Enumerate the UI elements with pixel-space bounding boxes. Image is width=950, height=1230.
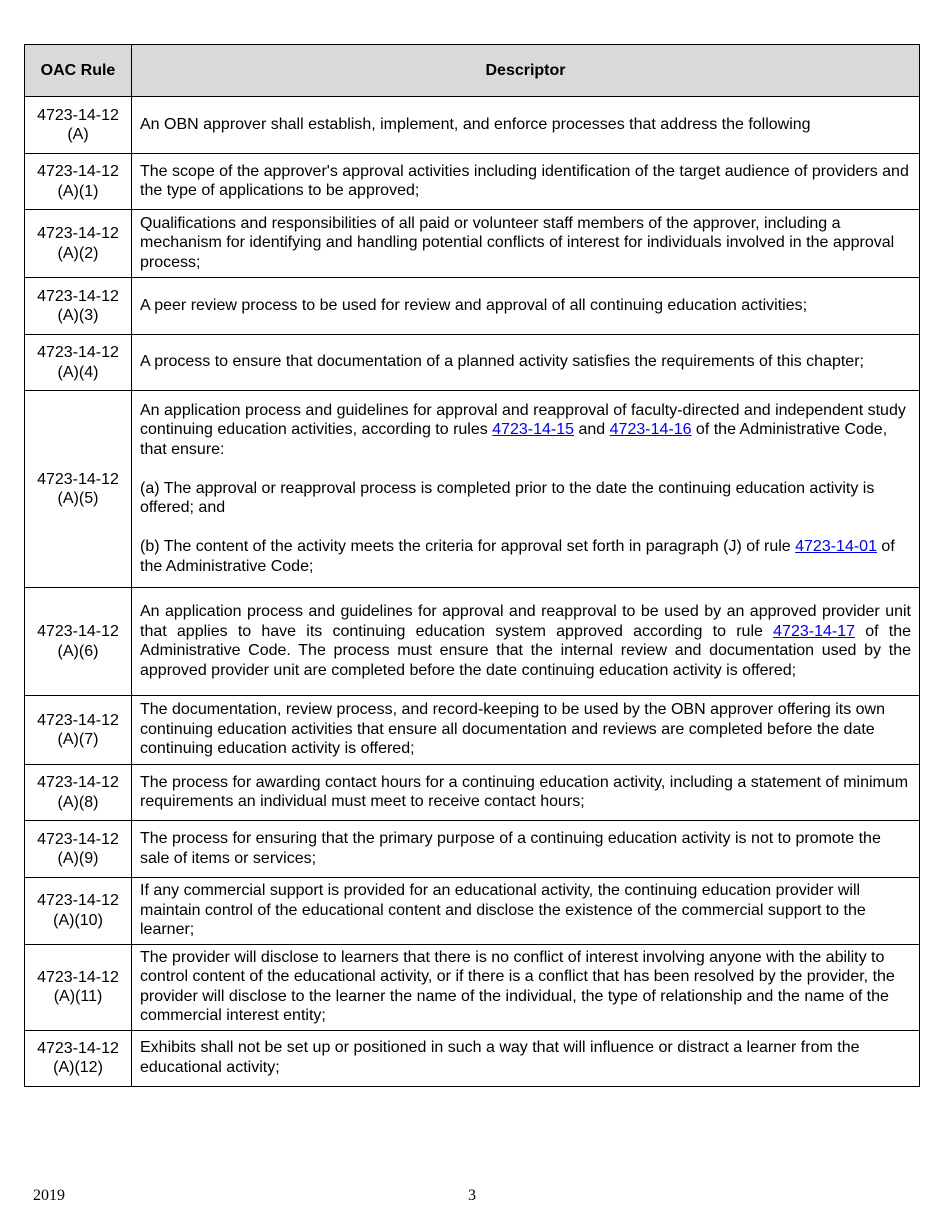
descriptor-text: The documentation, review process, and record-keeping to be used by the OBN approver offering its own continuing education activities that ensure all documentation and reviews are completed before the date continuing education activity is offered; — [140, 701, 886, 758]
page-number: 3 — [468, 1187, 476, 1204]
descriptor-cell — [132, 1030, 920, 1086]
rule-cell — [25, 696, 132, 765]
descriptor-text: The provider will disclose to learners that there is no conflict of interest involving anyone with the ability to control content of the educational activity, or if there is a conflict that has been resolved by the provider, the provider will disclose to the learner the name of the individual, the type of relationship and the name of the commercial interest entity; — [140, 948, 895, 1024]
descriptor-cell — [132, 878, 920, 945]
rule-cell — [25, 878, 132, 945]
descriptor-text: If any commercial support is provided for an educational activity, the continuing education provider will maintain control of the educational content and disclose the existence of the commercial support to the learner; — [140, 882, 866, 938]
rule-paragraph: (A)(9) — [57, 850, 99, 867]
table-row — [25, 335, 920, 391]
rule-cell — [25, 97, 132, 154]
descriptor-text: An OBN approver shall establish, implement, and enforce processes that address the following — [140, 115, 811, 133]
rule-number: 4723-14-12 — [37, 470, 119, 488]
rule-number: 4723-14-12 — [37, 225, 119, 242]
descriptor-text: The scope of the approver's approval activities including identification of the target audience of providers and the type of applications to be approved; — [140, 162, 909, 199]
descriptor-text: The process for awarding contact hours for a continuing education activity, including a statement of minimum requirements an individual must meet to receive contact hours; — [140, 773, 909, 810]
descriptor-paragraph — [140, 602, 911, 680]
table-row — [25, 278, 920, 335]
table-row — [25, 210, 920, 278]
rule-paragraph: (A)(4) — [57, 363, 99, 381]
rule-number: 4723-14-12 — [37, 163, 119, 180]
rule-link-4723-14-17[interactable]: 4723-14-17 — [773, 622, 855, 640]
table-row — [25, 154, 920, 210]
rule-number: 4723-14-12 — [37, 106, 119, 124]
table-row — [25, 1030, 920, 1086]
descriptor-cell — [132, 335, 920, 391]
descriptor-text: Qualifications and responsibilities of all paid or volunteer staff members of the approver, including a mechanism for identifying and handling potential conflicts of interest for individuals involved in the approval process; — [140, 214, 895, 271]
descriptor-cell — [132, 944, 920, 1030]
descriptor-text: The process for ensuring that the primary purpose of a continuing education activity is not to promote the sale of items or services; — [140, 830, 881, 867]
descriptor-cell — [132, 154, 920, 210]
table-row — [25, 944, 920, 1030]
rule-paragraph: (A)(8) — [57, 793, 99, 811]
rule-paragraph: (A)(6) — [57, 642, 99, 660]
descriptor-text: of the Administrative Code; — [140, 538, 895, 575]
rule-number: 4723-14-12 — [37, 1039, 119, 1057]
descriptor-text: (b) The content of the activity meets the criteria for approval set forth in paragraph (J) of rule — [140, 538, 796, 556]
rule-cell — [25, 944, 132, 1030]
rule-cell — [25, 1030, 132, 1086]
rule-paragraph: (A)(3) — [57, 307, 99, 324]
descriptor-text: of the Administrative Code, that ensure: — [140, 421, 888, 458]
rule-link-4723-14-01[interactable]: 4723-14-01 — [795, 538, 877, 556]
table-header-row — [25, 45, 920, 97]
descriptor-cell — [132, 278, 920, 335]
rule-cell — [25, 391, 132, 588]
table-row — [25, 391, 920, 588]
rule-cell — [25, 210, 132, 278]
descriptor-cell — [132, 821, 920, 878]
rule-paragraph: (A) — [67, 126, 89, 143]
descriptor-text: of the Administrative Code. The process must ensure that the internal review and documentation used by the approved provider unit are completed before the date continuing education activity is offered; — [140, 622, 911, 679]
rule-cell — [25, 278, 132, 335]
descriptor-paragraph — [140, 401, 911, 460]
table-row — [25, 696, 920, 765]
rule-number: 4723-14-12 — [37, 968, 119, 986]
descriptor-paragraph: (a) The approval or reapproval process is completed prior to the date the continuing education activity is offered; and — [140, 479, 875, 517]
table-row — [25, 821, 920, 878]
table-row — [25, 765, 920, 821]
rule-cell — [25, 765, 132, 821]
rule-number: 4723-14-12 — [37, 711, 119, 729]
rule-cell — [25, 335, 132, 391]
rule-link-4723-14-16[interactable]: 4723-14-16 — [609, 421, 692, 439]
rule-number: 4723-14-12 — [37, 344, 119, 361]
rule-number: 4723-14-12 — [37, 774, 119, 791]
descriptor-text: Exhibits shall not be set up or positioned in such a way that will influence or distract a learner from the educational activity; — [140, 1039, 860, 1076]
rule-paragraph: (A)(1) — [57, 182, 99, 200]
descriptor-cell — [132, 391, 920, 588]
rule-cell — [25, 821, 132, 878]
rule-number: 4723-14-12 — [37, 623, 119, 640]
header-oac-rule: OAC Rule — [25, 45, 132, 97]
footer-year: 2019 — [33, 1187, 65, 1204]
descriptor-text: An application process and guidelines for approval and reapproval of faculty-directed and independent study continuing education activities, according to rules — [140, 401, 906, 439]
descriptor-cell — [132, 696, 920, 765]
header-descriptor: Descriptor — [132, 45, 920, 97]
rule-paragraph: (A)(10) — [53, 911, 103, 929]
rule-cell — [25, 154, 132, 210]
rule-paragraph: (A)(2) — [57, 244, 99, 262]
descriptor-text: A process to ensure that documentation of a planned activity satisfies the requirements of this chapter; — [140, 353, 864, 371]
rule-paragraph: (A)(5) — [57, 490, 99, 507]
descriptor-cell — [132, 588, 920, 696]
descriptor-cell — [132, 765, 920, 821]
rule-link-4723-14-15[interactable]: 4723-14-15 — [492, 421, 575, 439]
oac-rules-table — [24, 44, 920, 1087]
rule-number: 4723-14-12 — [37, 830, 119, 848]
table-row — [25, 97, 920, 154]
rule-number: 4723-14-12 — [37, 892, 119, 910]
descriptor-cell — [132, 210, 920, 278]
descriptor-paragraph — [140, 537, 911, 576]
rule-paragraph: (A)(7) — [57, 731, 99, 748]
descriptor-cell — [132, 97, 920, 154]
rule-paragraph: (A)(12) — [53, 1059, 103, 1076]
rule-paragraph: (A)(11) — [53, 988, 103, 1005]
descriptor-text: and — [574, 421, 610, 439]
descriptor-text: A peer review process to be used for review and approval of all continuing education activities; — [140, 296, 808, 314]
table-row — [25, 588, 920, 696]
rule-number: 4723-14-12 — [37, 287, 119, 305]
descriptor-text: An application process and guidelines for approval and reapproval to be used by an approved provider unit that applies to have its continuing education system approved according to rule — [140, 603, 911, 640]
table-row — [25, 878, 920, 945]
rule-cell — [25, 588, 132, 696]
